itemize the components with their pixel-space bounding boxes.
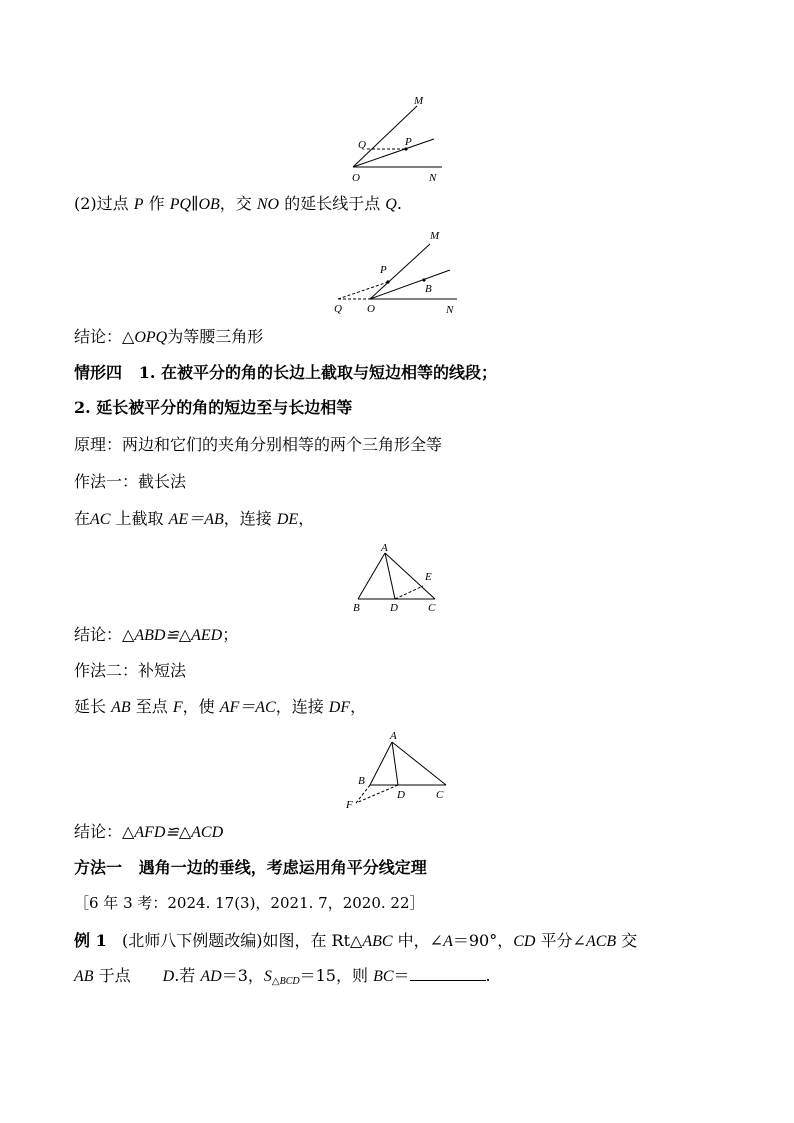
side-ab [370,742,392,785]
conclusion-1: 结论：△OPQ为等腰三角形 [74,327,264,346]
side-ab [358,553,385,599]
label-f: F [346,799,353,811]
segment-qp-dashed [338,282,388,299]
figure-angle-bisector-2 [330,222,465,320]
label-c: C [428,602,436,614]
label-m: M [430,230,440,242]
case4-heading: 情形四 1. 在被平分的角的长边上截取与短边相等的线段； [74,363,498,382]
ray-om [370,244,430,299]
example-label: 例 1 [74,931,107,950]
figure-cut-long [345,538,445,618]
label-o: O [352,172,360,184]
label-a: A [381,542,388,554]
label-p: P [380,264,387,276]
method-heading: 方法一 遇角一边的垂线，考虑运用角平分线定理 [74,858,427,877]
segment-de-dashed [395,586,423,599]
exam-reference: ［6 年 3 考：2024. 17(3)，2021. 7，2020. 22］ [74,894,425,912]
example-line-1: 例 1 (北师八下例题改编)如图，在 Rt△ABC 中，∠A＝90°，CD 平分∠ACB 交 [74,931,638,950]
bisector-ad [385,553,395,599]
label-p: P [405,136,412,148]
label-q: Q [358,139,366,151]
method1-title: 作法一：截长法 [74,472,187,491]
label-b: B [358,775,365,787]
case4-item2: 2. 延长被平分的角的短边至与长边相等 [74,398,353,417]
figure-extend-short [340,725,455,815]
conclusion-2: 结论：△ABD≌△AED； [74,625,239,644]
principle-text: 原理：两边和它们的夹角分别相等的两个三角形全等 [74,435,443,454]
label-b: B [425,283,432,295]
label-n: N [429,172,437,184]
method1-text: 在AC 上截取 AE＝AB，连接 DE， [74,509,315,528]
method2-title: 作法二：补短法 [74,661,187,680]
label-e: E [425,571,432,583]
label-c: C [436,789,444,801]
label-d: D [397,789,405,801]
figure-angle-bisector-1 [345,88,455,188]
label-d: D [390,602,398,614]
label-a: A [390,730,397,742]
answer-blank[interactable] [410,966,486,981]
extension-bf-dashed [356,785,370,803]
point-p [386,280,389,283]
segment-df-dashed [356,785,398,803]
bisector-ad [392,742,398,785]
example-line-2: AB 于点 D.若 AD＝3，$S_{\triangle BCD}=15$，则 BC＝ . [74,966,491,987]
side-ac [392,742,446,785]
label-o: O [367,303,375,315]
conclusion-3: 结论：△AFD≌△ACD [74,822,224,841]
label-b: B [353,602,360,614]
point-b [422,278,425,281]
method2-text: 延长 AB 至点 F，使 AF＝AC，连接 DF， [74,697,367,716]
step2-text: (2)过点 P 作 PQ∥OB，交 NO 的延长线于点 Q. [74,194,402,213]
label-m: M [414,95,424,107]
label-n: N [446,304,454,316]
label-q: Q [334,303,342,315]
